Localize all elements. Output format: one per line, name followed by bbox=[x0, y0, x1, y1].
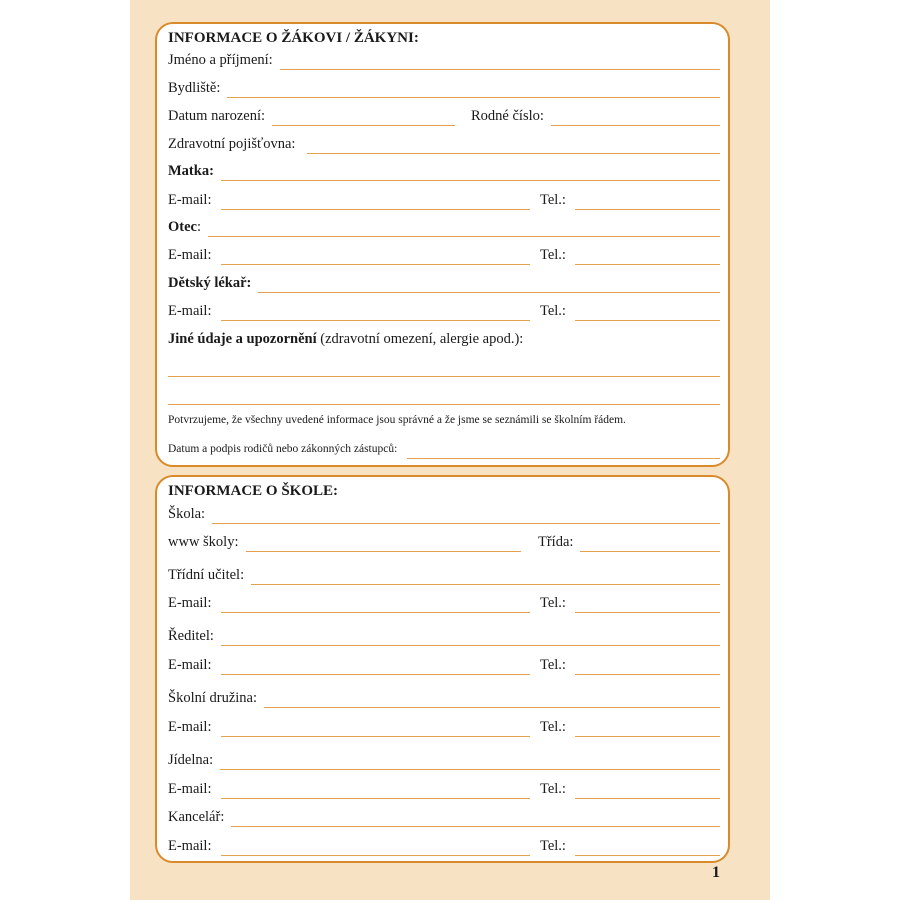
name-label: Jméno a příjmení: bbox=[168, 52, 273, 68]
club-label: Školní družina: bbox=[168, 690, 258, 706]
address-field[interactable] bbox=[227, 96, 720, 98]
mother-email-field[interactable] bbox=[221, 208, 531, 210]
confirmation-text: Potvrzujeme, že všechny uvedené informace jsou správné a že jsme se seznámili se školním řádem. bbox=[168, 414, 626, 426]
email-label: E-mail: bbox=[168, 192, 212, 208]
father-label: Otec bbox=[168, 219, 197, 235]
director-field[interactable] bbox=[221, 644, 720, 646]
class-field[interactable] bbox=[580, 550, 720, 552]
school-label: Škola: bbox=[168, 506, 206, 522]
student-section-title: INFORMACE O ŽÁKOVI / ŽÁKYNI: bbox=[168, 30, 419, 46]
canteen-field[interactable] bbox=[220, 768, 720, 770]
birth-row bbox=[168, 106, 720, 126]
tel-label: Tel.: bbox=[540, 595, 566, 611]
email-label: E-mail: bbox=[168, 247, 212, 263]
email-label: E-mail: bbox=[168, 781, 212, 797]
doctor-email-field[interactable] bbox=[221, 319, 531, 321]
birth-id-field[interactable] bbox=[551, 124, 720, 126]
other-info-note: (zdravotní omezení, alergie apod.): bbox=[316, 331, 524, 347]
page-number: 1 bbox=[712, 864, 720, 881]
club-email-field[interactable] bbox=[221, 735, 531, 737]
other-info-field-2[interactable] bbox=[168, 403, 720, 405]
school-section-title: INFORMACE O ŠKOLE: bbox=[168, 483, 339, 499]
web-field[interactable] bbox=[246, 550, 522, 552]
director-label: Ředitel: bbox=[168, 628, 214, 644]
insurance-label: Zdravotní pojišťovna: bbox=[168, 136, 296, 152]
office-field[interactable] bbox=[231, 825, 720, 827]
email-label: E-mail: bbox=[168, 595, 212, 611]
birth-date-label: Datum narození: bbox=[168, 108, 266, 124]
other-info-field-1[interactable] bbox=[168, 375, 720, 377]
email-label: E-mail: bbox=[168, 657, 212, 673]
mother-tel-field[interactable] bbox=[575, 208, 720, 210]
birth-id-label: Rodné číslo: bbox=[471, 108, 544, 124]
teacher-tel-field[interactable] bbox=[575, 611, 720, 613]
doctor-field[interactable] bbox=[258, 291, 720, 293]
signature-label: Datum a podpis rodičů nebo zákonných zástupců: bbox=[168, 443, 398, 455]
club-tel-field[interactable] bbox=[575, 735, 720, 737]
name-row bbox=[168, 50, 720, 70]
email-label: E-mail: bbox=[168, 303, 212, 319]
tel-label: Tel.: bbox=[540, 657, 566, 673]
class-label: Třída: bbox=[538, 534, 574, 550]
name-field[interactable] bbox=[280, 68, 720, 70]
school-field[interactable] bbox=[212, 522, 720, 524]
canteen-email-field[interactable] bbox=[221, 797, 531, 799]
office-tel-field[interactable] bbox=[575, 854, 720, 856]
email-label: E-mail: bbox=[168, 719, 212, 735]
club-field[interactable] bbox=[264, 706, 720, 708]
director-tel-field[interactable] bbox=[575, 673, 720, 675]
father-email-field[interactable] bbox=[221, 263, 531, 265]
tel-label: Tel.: bbox=[540, 781, 566, 797]
email-label: E-mail: bbox=[168, 838, 212, 854]
office-email-field[interactable] bbox=[221, 854, 531, 856]
address-label: Bydliště: bbox=[168, 80, 221, 96]
father-colon: : bbox=[196, 219, 202, 235]
tel-label: Tel.: bbox=[540, 192, 566, 208]
tel-label: Tel.: bbox=[540, 303, 566, 319]
mother-label: Matka: bbox=[168, 163, 214, 179]
tel-label: Tel.: bbox=[540, 247, 566, 263]
director-email-field[interactable] bbox=[221, 673, 531, 675]
other-info-label: Jiné údaje a upozornění bbox=[168, 331, 317, 347]
insurance-field[interactable] bbox=[307, 152, 720, 154]
birth-date-field[interactable] bbox=[272, 124, 455, 126]
teacher-email-field[interactable] bbox=[221, 611, 531, 613]
teacher-label: Třídní učitel: bbox=[168, 567, 245, 583]
doctor-tel-field[interactable] bbox=[575, 319, 720, 321]
tel-label: Tel.: bbox=[540, 838, 566, 854]
canteen-tel-field[interactable] bbox=[575, 797, 720, 799]
canteen-label: Jídelna: bbox=[168, 752, 214, 768]
signature-field[interactable] bbox=[407, 457, 720, 459]
tel-label: Tel.: bbox=[540, 719, 566, 735]
mother-field[interactable] bbox=[221, 179, 720, 181]
address-row bbox=[168, 78, 720, 98]
father-tel-field[interactable] bbox=[575, 263, 720, 265]
web-label: www školy: bbox=[168, 534, 239, 550]
father-field[interactable] bbox=[208, 235, 720, 237]
teacher-field[interactable] bbox=[251, 583, 720, 585]
doctor-label: Dětský lékař: bbox=[168, 275, 252, 291]
office-label: Kancelář: bbox=[168, 809, 225, 825]
